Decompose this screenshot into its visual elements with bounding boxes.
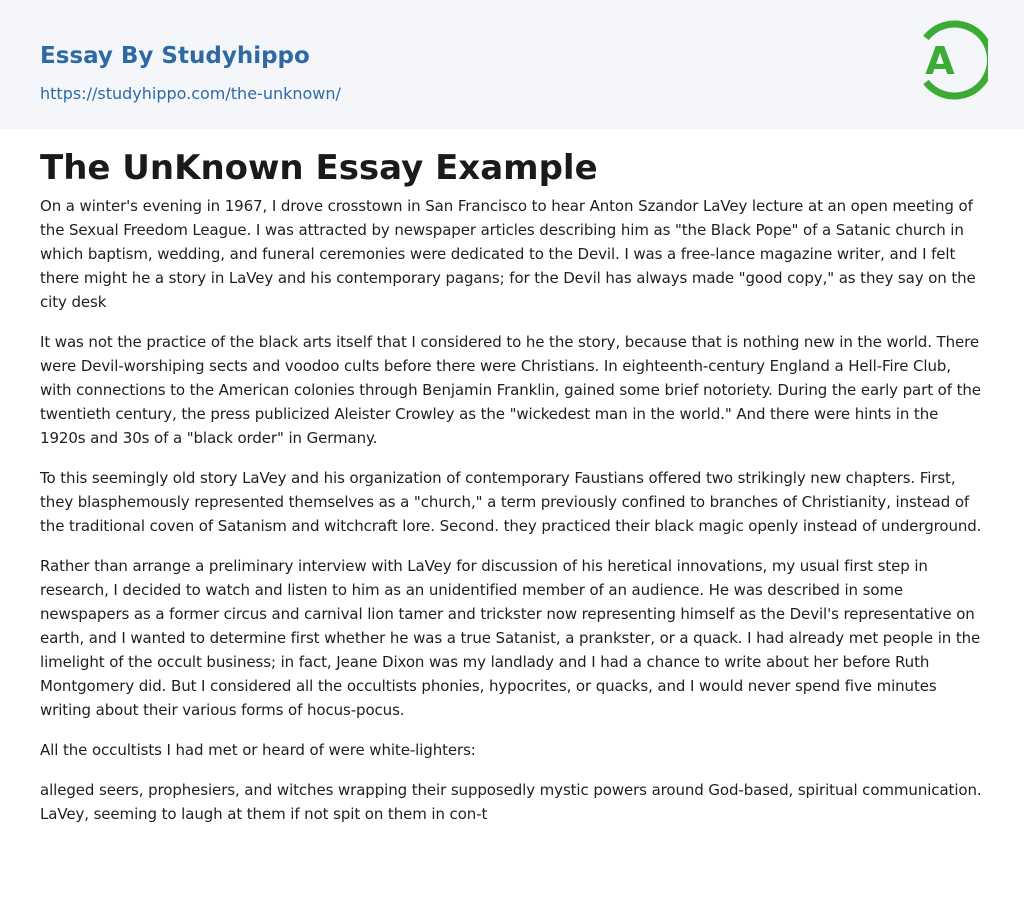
essay-paragraph: It was not the practice of the black arts itself that I considered to he the story, because that is nothing new in the world. There were Devil-worshiping sects and voodoo cults before there were Christians. In eighteenth-century England a Hell-Fire Club, with connections to the American colonies through Benjamin Franklin, gained some brief notoriety. During the early part of the twentieth century, the press publicized Aleister Crowley as the "wickedest man in the world." And there were hints in the 1920s and 30s of a "black order" in Germany.: [40, 333, 981, 447]
essay-paragraph: On a winter's evening in 1967, I drove crosstown in San Francisco to hear Anton Szandor LaVey lecture at an open meeting of the Sexual Freedom League. I was attracted by newspaper articles describing him as "the Black Pope" of a Satanic church in which baptism, wedding, and funeral ceremonies were dedicated to the Devil. I was a free-lance magazine writer, and I felt there might he a story in LaVey and his contemporary pagans; for the Devil has always made "good copy," as they say on the city desk: [40, 197, 976, 311]
studyhippo-logo-icon[interactable]: [912, 18, 988, 106]
logo-letter: A: [925, 39, 955, 83]
essay-paragraph: Rather than arrange a preliminary interview with LaVey for discussion of his heretical innovations, my usual first step in research, I decided to watch and listen to him as an unidentified member of an audience. He was described in some newspapers as a former circus and carnival lion tamer and trickster now representing himself as the Devil's representative on earth, and I wanted to determine first whether he was a true Satanist, a prankster, or a quack. I had already met people in the limelight of the occult business; in fact, Jeane Dixon was my landlady and I had a chance to write about her before Ruth Montgomery did. But I considered all the occultists phonies, hypocrites, or quacks, and I would never spend five minutes writing about their various forms of hocus-pocus.: [40, 557, 981, 719]
essay-paragraph: To this seemingly old story LaVey and his organization of contemporary Faustians offered two strikingly new chapters. First, they blasphemously represented themselves as a "church," a term previously confined to branches of Christianity, instead of the traditional coven of Satanism and witchcraft lore. Second. they practiced their black magic openly instead of underground.: [40, 469, 982, 535]
page-url-link[interactable]: https://studyhippo.com/the-unknown/: [40, 84, 341, 103]
essay-content: [40, 146, 986, 842]
essay-title: The UnKnown Essay Example: [40, 148, 598, 188]
site-title[interactable]: Essay By Studyhippo: [40, 43, 310, 69]
essay-paragraph: alleged seers, prophesiers, and witches wrapping their supposedly mystic powers around God-based, spiritual communication. LaVey, seeming to laugh at them if not spit on them in con-t: [40, 781, 982, 823]
site-header: [0, 0, 1024, 129]
essay-paragraph: All the occultists I had met or heard of were white-lighters:: [40, 741, 476, 759]
